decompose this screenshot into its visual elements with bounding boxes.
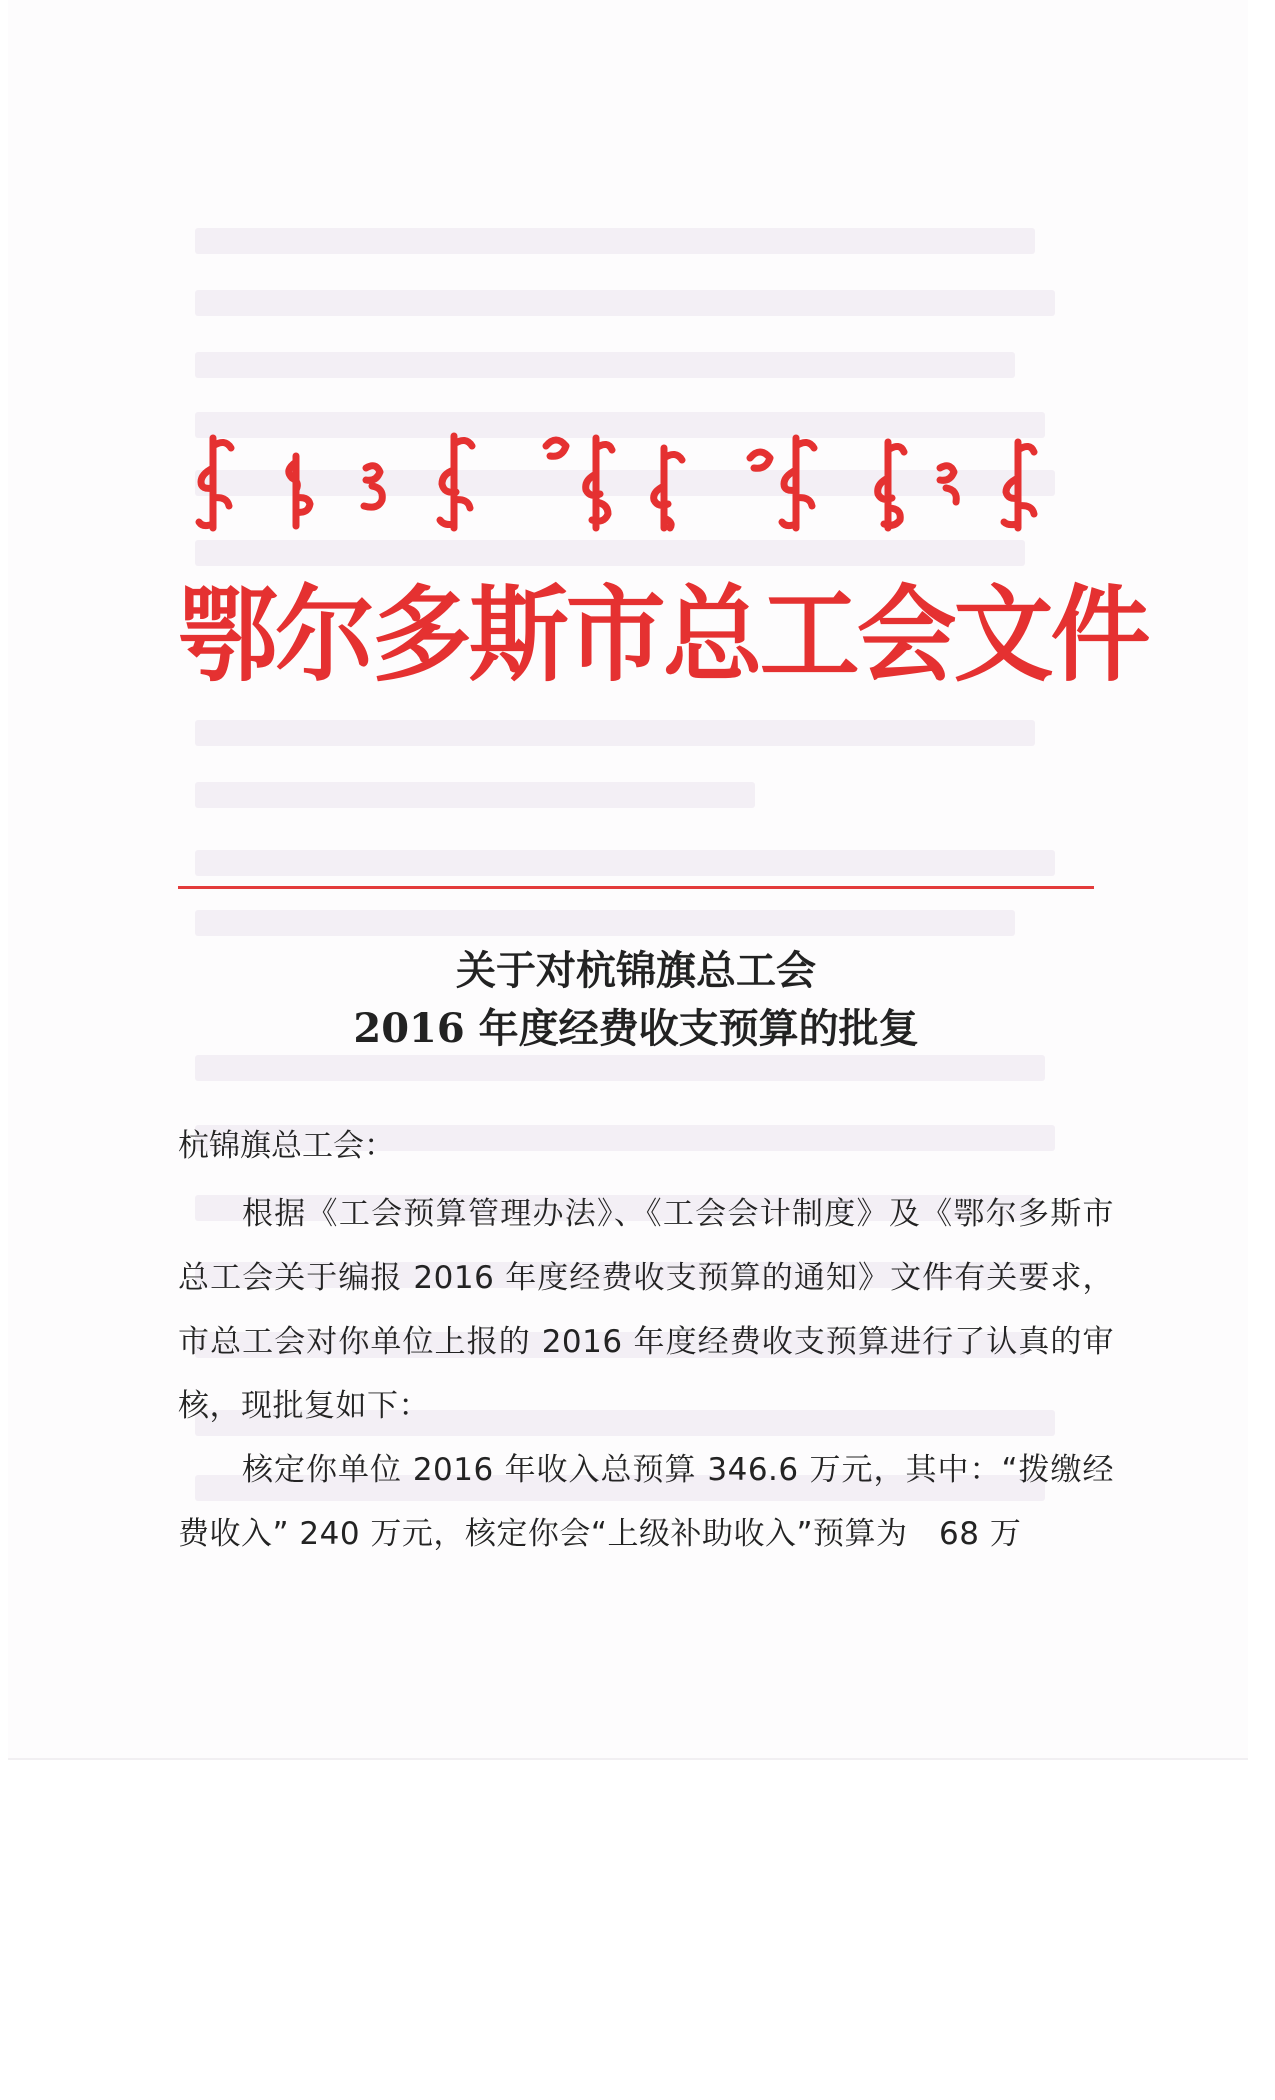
show-through-line [195,228,1035,254]
salutation: 杭锦旗总工会： [178,1128,395,1164]
mongolian-script-graphic [188,428,1068,538]
document-title-line-2: 2016 年度经费收支预算的批复 [353,1005,919,1052]
mongolian-script-header [188,428,1068,538]
document-title-line-1: 关于对杭锦旗总工会 [456,947,816,994]
body-paragraph: 核定你单位 2016 年收入总预算 346.6 万元，其中：“拨缴经费收入” 240 万元，核定你会“上级补助收入”预算为 68 万 [178,1452,1114,1552]
body-paragraph: 根据《工会预算管理办法》、《工会会计制度》及《鄂尔多斯市总工会关于编报 2016 年度经费收支预算的通知》文件有关要求，市总工会对你单位上报的 2016 年度经费收支预算进行了认真的审核，现批复如下： [178,1196,1114,1424]
show-through-line [195,850,1055,876]
show-through-line [195,1055,1045,1081]
show-through-line [195,720,1035,746]
issuer-title: 鄂尔多斯市总工会文件 [178,574,1148,696]
document-title [178,942,1094,1058]
show-through-line [195,782,755,808]
show-through-line [195,910,1015,936]
scan-edge-shadow [8,1758,1248,1760]
red-separator-line [178,886,1094,889]
show-through-line [195,352,1015,378]
show-through-line [195,290,1055,316]
